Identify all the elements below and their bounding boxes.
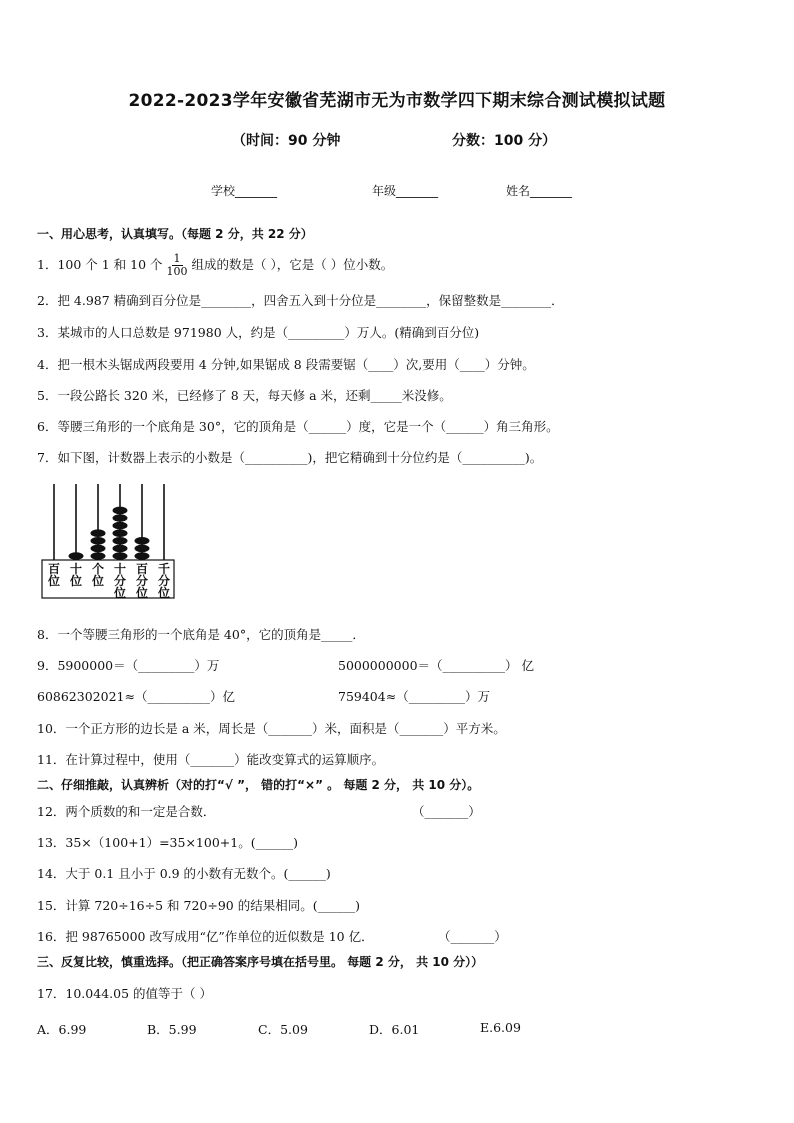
question-15: 15．计算 720÷16÷5 和 720÷90 的结果相同。(______) — [37, 898, 360, 913]
abacus-column-label: 十 — [113, 562, 127, 576]
abacus-column-label: 分 — [157, 574, 171, 588]
abacus-column-label: 百 — [47, 562, 61, 576]
abacus-bead — [91, 529, 106, 537]
abacus-bead — [91, 537, 106, 545]
question-2: 2．把 4.987 精确到百分位是________，四舍五入到十分位是________，保留整数是________． — [37, 293, 564, 308]
abacus-counter-figure — [40, 482, 176, 612]
question-16: 16．把 98765000 改写成用“亿”作单位的近似数是 10 亿． — [37, 929, 374, 944]
abacus-bead — [113, 507, 128, 515]
abacus-bead — [113, 545, 128, 553]
abacus-column-label: 位 — [135, 586, 149, 600]
section-2-heading: 二、仔细推敲，认真辨析（对的打“√ ”， 错的打“×” 。 每题 2 分， 共 10 分）。 — [37, 778, 480, 792]
question-1-prefix: 1．100 个 1 和 10 个 — [37, 257, 163, 272]
abacus-column-label: 百 — [135, 562, 149, 576]
score-label: 分数：100 分） — [452, 133, 557, 149]
question-6: 6．等腰三角形的一个底角是 30°，它的顶角是（______）度，它是一个（______）角三角形。 — [37, 419, 559, 434]
abacus-bead — [113, 552, 128, 560]
question-16-answer-blank: （_______） — [438, 929, 507, 944]
question-9c: 60862302021≈（__________）亿 — [37, 689, 235, 704]
name-field: 姓名_______ — [506, 184, 573, 198]
abacus-column-label: 分 — [113, 574, 127, 588]
abacus-bead — [113, 529, 128, 537]
abacus-column-label: 位 — [47, 574, 61, 588]
question-3: 3．某城市的人口总数是 971980 人，约是（_________）万人。(精确到百分位) — [37, 325, 480, 340]
grade-field: 年级_______ — [372, 184, 439, 198]
abacus-bead — [113, 522, 128, 530]
section-3-heading: 三、反复比较，慎重选择。（把正确答案序号填在括号里。 每题 2 分， 共 10 分）） — [37, 955, 484, 969]
abacus-column-label: 分 — [135, 574, 149, 588]
question-8: 8．一个等腰三角形的一个底角是 40°，它的顶角是_____． — [37, 627, 365, 642]
option-d: D．6.01 — [369, 1022, 420, 1037]
question-17: 17．10.044.05 的值等于（ ） — [37, 986, 212, 1001]
school-field: 学校_______ — [211, 184, 278, 198]
abacus-column-label: 个 — [91, 562, 105, 576]
question-9b: 5000000000＝（__________） 亿 — [338, 658, 535, 673]
abacus-column-label: 位 — [91, 574, 105, 588]
question-9a: 9．5900000＝（_________）万 — [37, 658, 220, 673]
option-a: A．6.99 — [37, 1022, 87, 1037]
fraction-numerator: 1 — [173, 252, 181, 265]
question-9d: 759404≈（_________）万 — [338, 689, 490, 704]
abacus-column-label: 千 — [157, 562, 171, 576]
fraction — [165, 253, 190, 278]
option-e: E.6.09 — [480, 1020, 521, 1035]
abacus-column-label: 位 — [69, 574, 83, 588]
abacus-column-label: 十 — [69, 562, 83, 576]
question-1-suffix: 组成的数是（ ），它是（ ）位小数。 — [191, 257, 394, 272]
abacus-bead — [113, 514, 128, 522]
question-14: 14．大于 0.1 且小于 0.9 的小数有无数个。(______) — [37, 866, 331, 881]
fraction-denominator: 100 — [166, 265, 188, 278]
abacus-bead — [113, 537, 128, 545]
abacus-bead — [91, 545, 106, 553]
question-12-answer-blank: （_______） — [412, 804, 481, 819]
abacus-bead — [91, 552, 106, 560]
abacus-column-label: 位 — [113, 586, 127, 600]
section-1-heading: 一、用心思考，认真填写。（每题 2 分，共 22 分） — [37, 227, 313, 241]
abacus-bead — [135, 545, 150, 553]
abacus-bead — [69, 552, 84, 560]
abacus-column-label: 位 — [157, 586, 171, 600]
question-12: 12．两个质数的和一定是合数． — [37, 804, 216, 819]
time-label: （时间：90 分钟 — [232, 133, 341, 149]
question-1 — [37, 253, 393, 278]
abacus-bead — [135, 552, 150, 560]
question-13: 13．35×（100+1）=35×100+1。(______) — [37, 835, 298, 850]
question-7: 7．如下图，计数器上表示的小数是（__________)，把它精确到十分位约是（__________)。 — [37, 450, 543, 465]
page-title: 2022-2023学年安徽省芜湖市无为市数学四下期末综合测试模拟试题 — [128, 91, 666, 111]
option-c: C．5.09 — [258, 1022, 308, 1037]
option-b: B．5.99 — [147, 1022, 197, 1037]
abacus-base — [42, 560, 174, 598]
question-10: 10．一个正方形的边长是 a 米，周长是（_______）米，面积是（_______）平方米。 — [37, 721, 506, 736]
question-4: 4．把一根木头锯成两段要用 4 分钟,如果锯成 8 段需要锯（____）次,要用（____）分钟。 — [37, 357, 535, 372]
question-11: 11．在计算过程中，使用（_______）能改变算式的运算顺序。 — [37, 752, 385, 767]
question-5: 5．一段公路长 320 米，已经修了 8 天，每天修 a 米，还剩_____米没修。 — [37, 388, 452, 403]
abacus-bead — [135, 537, 150, 545]
